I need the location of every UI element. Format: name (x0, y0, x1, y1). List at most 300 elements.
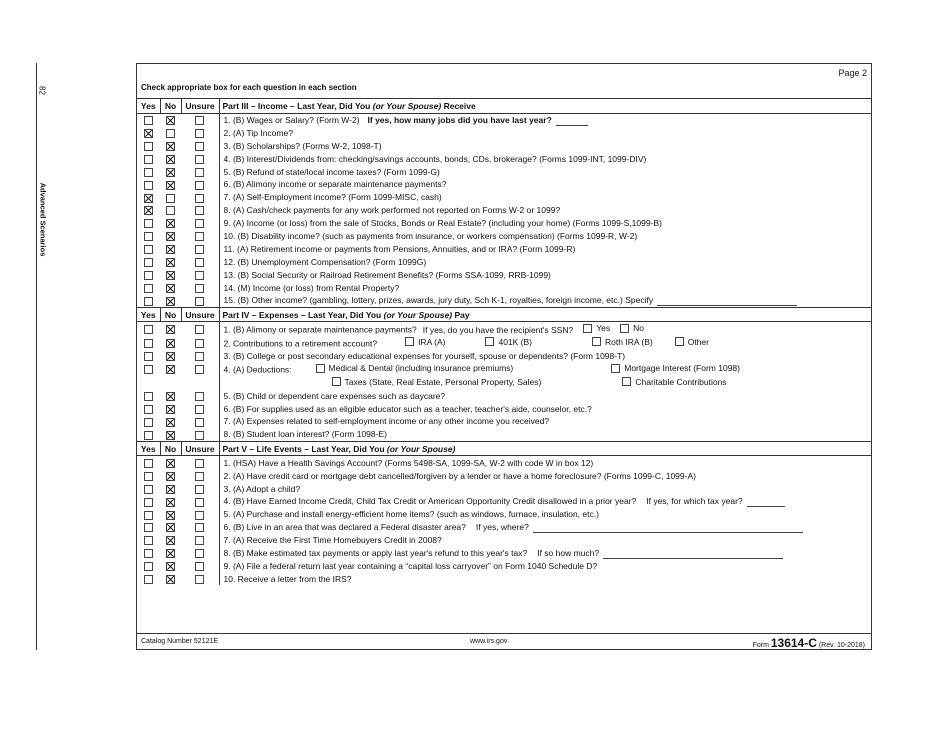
question-label: 2. (A) Tip Income? (223, 127, 293, 138)
question-label: 4. (B) Interest/Dividends from: checking/savings accounts, bonds, CDs, brokerage? (Forms 1099-INT, 1099-DIV) (223, 153, 647, 164)
answer-cell-no (160, 336, 181, 350)
question-label: 12. (B) Unemployment Compensation? (Form 1099G) (223, 256, 427, 267)
question-row (137, 402, 871, 415)
answer-cell-yes (137, 294, 160, 307)
yes-checkbox[interactable] (144, 297, 153, 306)
question-row (137, 294, 871, 307)
answer-cell-unsure (181, 389, 219, 402)
answer-cell-no (160, 508, 181, 521)
no-checkbox[interactable] (166, 168, 175, 177)
retirement-option-checkbox[interactable] (675, 337, 684, 346)
deduction-checkbox[interactable] (332, 377, 341, 386)
question-text (219, 178, 871, 191)
answer-cell-yes (137, 362, 160, 376)
column-header-yes: Yes (137, 99, 160, 114)
no-checkbox[interactable] (166, 206, 175, 215)
question-row (137, 255, 871, 268)
answer-cell-unsure (181, 204, 219, 217)
option-label: IRA (A) (418, 336, 446, 347)
column-header-no: No (160, 307, 181, 322)
question-text (219, 415, 871, 428)
no-checkbox[interactable] (166, 232, 175, 241)
question-text (219, 242, 871, 255)
answer-cell-yes (137, 389, 160, 402)
question-text (219, 559, 871, 572)
no-checkbox[interactable] (166, 536, 175, 545)
question-text (219, 534, 871, 547)
unsure-checkbox[interactable] (195, 536, 204, 545)
unsure-checkbox[interactable] (195, 549, 204, 558)
answer-cell-no (160, 242, 181, 255)
yes-checkbox[interactable] (144, 498, 153, 507)
answer-cell-no (160, 572, 181, 585)
question-row (137, 456, 871, 469)
answer-cell-yes (137, 204, 160, 217)
unsure-checkbox[interactable] (195, 155, 204, 164)
column-header-no: No (160, 441, 181, 456)
answer-cell-no (160, 126, 181, 139)
answer-cell-yes (137, 415, 160, 428)
answer-cell-no (160, 217, 181, 230)
answer-cell-no (160, 456, 181, 469)
option-label: Taxes (State, Real Estate, Personal Property, Sales) (344, 376, 542, 387)
question-text (219, 521, 871, 534)
option-label: 401K (B) (498, 336, 533, 347)
no-checkbox[interactable] (166, 549, 175, 558)
question-label: 7. (A) Self-Employment income? (Form 1099-MISC, cash) (223, 192, 442, 203)
unsure-checkbox[interactable] (195, 511, 204, 520)
section-title-italic: (or Your Spouse) (372, 100, 442, 111)
answer-cell-unsure (181, 178, 219, 191)
yes-checkbox[interactable] (144, 431, 153, 440)
answer-cell-yes (137, 349, 160, 362)
ssn-no-option[interactable] (620, 322, 644, 334)
form-prefix: Form (752, 642, 771, 649)
question-followup: If yes, where? (475, 522, 529, 533)
question-label: 3. (B) College or post secondary educational expenses for yourself, spouse or dependents? (Form 1098-T) (223, 350, 626, 361)
answer-cell-unsure (181, 456, 219, 469)
yes-checkbox[interactable] (144, 155, 153, 164)
answer-cell-unsure (181, 139, 219, 152)
yes-checkbox[interactable] (144, 116, 153, 125)
unsure-checkbox[interactable] (195, 562, 204, 571)
question-row (137, 178, 871, 191)
answer-cell-yes (137, 113, 160, 126)
answer-cell-yes (137, 534, 160, 547)
yes-checkbox[interactable] (144, 459, 153, 468)
no-checkbox[interactable] (166, 339, 175, 348)
yes-checkbox[interactable] (144, 245, 153, 254)
unsure-checkbox[interactable] (195, 181, 204, 190)
answer-cell-unsure (181, 482, 219, 495)
unsure-checkbox[interactable] (195, 168, 204, 177)
no-checkbox[interactable] (166, 498, 175, 507)
yes-checkbox[interactable] (144, 284, 153, 293)
answer-cell-no (160, 178, 181, 191)
question-label: 13. (B) Social Security or Railroad Retirement Benefits? (Forms SSA-1099, RRB-1099) (223, 269, 551, 280)
question-text (219, 508, 871, 521)
no-checkbox[interactable] (166, 365, 175, 374)
unsure-checkbox[interactable] (195, 325, 204, 334)
no-checkbox[interactable] (166, 155, 175, 164)
question-label: 5. (B) Refund of state/local income taxes? (Form 1099-G) (223, 166, 440, 177)
no-checkbox[interactable] (166, 575, 175, 584)
yes-checkbox[interactable] (144, 194, 153, 203)
retirement-option-checkbox[interactable] (592, 337, 601, 346)
yes-checkbox[interactable] (144, 129, 153, 138)
question-row (137, 428, 871, 441)
question-label: 7. (A) Receive the First Time Homebuyers Credit in 2008? (223, 535, 442, 546)
question-label: 7. (A) Expenses related to self-employment income or any other income you received? (223, 416, 550, 427)
yes-checkbox[interactable] (144, 405, 153, 414)
yes-checkbox[interactable] (144, 352, 153, 361)
unsure-checkbox[interactable] (195, 232, 204, 241)
unsure-checkbox[interactable] (195, 339, 204, 348)
unsure-checkbox[interactable] (195, 258, 204, 267)
retirement-option[interactable] (592, 336, 653, 348)
column-header-unsure: Unsure (181, 99, 219, 114)
no-checkbox[interactable] (166, 459, 175, 468)
yes-checkbox[interactable] (144, 485, 153, 494)
answer-cell-yes (137, 178, 160, 191)
answer-cell-no (160, 547, 181, 560)
answer-cell-yes (137, 242, 160, 255)
no-checkbox[interactable] (166, 418, 175, 427)
answer-cell-no (160, 113, 181, 126)
no-checkbox[interactable] (166, 472, 175, 481)
yes-checkbox[interactable] (144, 206, 153, 215)
retirement-option-checkbox[interactable] (405, 337, 414, 346)
no-checkbox[interactable] (166, 562, 175, 571)
question-row (137, 126, 871, 139)
question-followup: If yes, do you have the recipient's SSN? (422, 324, 574, 335)
answer-cell-no (160, 495, 181, 508)
answer-cell-yes (137, 268, 160, 281)
unsure-checkbox[interactable] (195, 498, 204, 507)
yes-checkbox[interactable] (144, 339, 153, 348)
deduction-option[interactable] (316, 362, 514, 374)
unsure-checkbox[interactable] (195, 245, 204, 254)
answer-cell-unsure (181, 559, 219, 572)
question-row (137, 152, 871, 165)
yes-checkbox[interactable] (144, 536, 153, 545)
ssn-yes-checkbox[interactable] (583, 324, 592, 333)
answer-cell-no (160, 165, 181, 178)
retirement-option[interactable] (675, 336, 709, 348)
answer-cell-no (160, 268, 181, 281)
deduction-checkbox[interactable] (611, 364, 620, 373)
yes-checkbox[interactable] (144, 392, 153, 401)
footer (137, 633, 871, 649)
answer-cell-unsure (181, 113, 219, 126)
answer-cell-yes (137, 572, 160, 585)
question-row (137, 113, 871, 126)
unsure-checkbox[interactable] (195, 485, 204, 494)
answer-blank[interactable] (603, 549, 783, 559)
form-number-value: 13614-C (770, 636, 817, 650)
unsure-checkbox[interactable] (195, 405, 204, 414)
section-header (137, 441, 871, 456)
question-label: 4. (A) Deductions: (223, 364, 292, 375)
question-label: 9. (A) Income (or loss) from the sale of Stocks, Bonds or Real Estate? (including your home) (Forms 1099-S,1099-B) (223, 218, 662, 229)
question-followup: If so how much? (537, 547, 600, 558)
answer-cell-no (160, 534, 181, 547)
question-text (219, 281, 871, 294)
yes-checkbox[interactable] (144, 325, 153, 334)
yes-checkbox[interactable] (144, 168, 153, 177)
retirement-option-checkbox[interactable] (485, 337, 494, 346)
form-revision: (Rev. 10-2018) (816, 642, 865, 649)
retirement-option[interactable] (405, 336, 445, 348)
option-label: Mortgage Interest (Form 1098) (624, 363, 740, 374)
no-checkbox[interactable] (166, 129, 175, 138)
answer-cell-no (160, 415, 181, 428)
unsure-checkbox[interactable] (195, 472, 204, 481)
unsure-checkbox[interactable] (195, 284, 204, 293)
yes-checkbox[interactable] (144, 472, 153, 481)
yes-checkbox[interactable] (144, 562, 153, 571)
no-checkbox[interactable] (166, 297, 175, 306)
answer-cell-no (160, 482, 181, 495)
answer-cell-yes (137, 495, 160, 508)
answer-cell-yes (137, 217, 160, 230)
question-label: 6. (B) Live in an area that was declared a Federal disaster area? (223, 522, 466, 533)
answer-cell-unsure (181, 572, 219, 585)
answer-cell-yes (137, 469, 160, 482)
question-text (219, 139, 871, 152)
yes-checkbox[interactable] (144, 271, 153, 280)
unsure-checkbox[interactable] (195, 352, 204, 361)
answer-cell-unsure (181, 191, 219, 204)
no-checkbox[interactable] (166, 352, 175, 361)
column-header-yes: Yes (137, 307, 160, 322)
question-row (137, 230, 871, 243)
unsure-checkbox[interactable] (195, 142, 204, 151)
unsure-checkbox[interactable] (195, 271, 204, 280)
answer-cell-unsure (181, 242, 219, 255)
unsure-checkbox[interactable] (195, 392, 204, 401)
sidebar-rule (36, 63, 37, 650)
unsure-checkbox[interactable] (195, 459, 204, 468)
yes-checkbox[interactable] (144, 365, 153, 374)
answer-cell-no (160, 281, 181, 294)
question-label: 4. (B) Have Earned Income Credit, Child Tax Credit or American Opportunity Credit disallowed in a prior year? (223, 496, 637, 507)
answer-cell-no (160, 322, 181, 336)
no-checkbox[interactable] (166, 142, 175, 151)
question-row (137, 534, 871, 547)
section-title-suffix: Receive (441, 100, 476, 111)
question-followup: If yes, for which tax year? (646, 496, 743, 507)
question-text (219, 294, 871, 307)
question-text (219, 113, 871, 126)
answer-cell-unsure (181, 126, 219, 139)
unsure-checkbox[interactable] (195, 206, 204, 215)
answer-cell-yes (137, 255, 160, 268)
question-row (137, 349, 871, 362)
question-text (219, 204, 871, 217)
deduction-option[interactable] (332, 376, 542, 388)
sidebar-title: Advanced Scenarios (38, 182, 48, 257)
yes-checkbox[interactable] (144, 549, 153, 558)
answer-cell-unsure (181, 428, 219, 441)
answer-cell-unsure (181, 376, 219, 390)
answer-cell-no (160, 152, 181, 165)
answer-cell-unsure (181, 336, 219, 350)
section-header (137, 99, 871, 114)
question-row (137, 469, 871, 482)
unsure-checkbox[interactable] (195, 194, 204, 203)
answer-cell-no (160, 139, 181, 152)
question-label: 14. (M) Income (or loss) from Rental Property? (223, 282, 400, 293)
answer-cell-unsure (181, 469, 219, 482)
yes-checkbox[interactable] (144, 232, 153, 241)
no-checkbox[interactable] (166, 392, 175, 401)
answer-cell-unsure (181, 294, 219, 307)
column-header-unsure: Unsure (181, 441, 219, 456)
section-title-text: Part III – Income – Last Year, Did You (222, 100, 373, 111)
answer-cell-no (160, 204, 181, 217)
unsure-checkbox[interactable] (195, 418, 204, 427)
question-row (137, 559, 871, 572)
no-checkbox[interactable] (166, 245, 175, 254)
question-row (137, 389, 871, 402)
answer-cell-no (160, 294, 181, 307)
answer-cell-yes (137, 508, 160, 521)
option-label: Other (687, 336, 709, 347)
other-income-blank[interactable] (657, 296, 797, 306)
answer-cell-yes (137, 322, 160, 336)
deduction-option[interactable] (622, 376, 726, 388)
no-checkbox[interactable] (166, 194, 175, 203)
answer-cell-no (160, 376, 181, 390)
unsure-checkbox[interactable] (195, 116, 204, 125)
question-label: 3. (A) Adopt a child? (223, 483, 301, 494)
no-checkbox[interactable] (166, 431, 175, 440)
section-title (219, 307, 871, 322)
column-header-unsure: Unsure (181, 307, 219, 322)
unsure-checkbox[interactable] (195, 297, 204, 306)
section-title-italic: (or Your Spouse) (383, 309, 453, 320)
question-label: 2. (A) Have credit card or mortgage debt cancelled/forgiven by a lender or have a home foreclosure? (Forms 1099-C, 1099-A) (223, 470, 696, 481)
question-row (137, 572, 871, 585)
answer-cell-unsure (181, 255, 219, 268)
no-checkbox[interactable] (166, 219, 175, 228)
unsure-checkbox[interactable] (195, 129, 204, 138)
answer-cell-unsure (181, 547, 219, 560)
question-text (219, 376, 871, 390)
question-label: 6. (B) Alimony income or separate maintenance payments? (223, 179, 447, 190)
answer-blank[interactable] (533, 523, 803, 533)
answer-cell-unsure (181, 362, 219, 376)
form-number (753, 636, 865, 650)
answer-cell-unsure (181, 521, 219, 534)
deduction-checkbox[interactable] (622, 377, 631, 386)
no-checkbox[interactable] (166, 258, 175, 267)
question-text (219, 191, 871, 204)
answer-cell-unsure (181, 217, 219, 230)
question-label: 11. (A) Retirement income or payments from Pensions, Annuities, and or IRA? (Form 1099-R) (223, 243, 576, 254)
question-row (137, 242, 871, 255)
section-title (219, 99, 871, 114)
question-label: 10. (B) Disability income? (such as payments from insurance, or workers compensation) (Forms 1099-R, W-2) (223, 230, 638, 241)
no-checkbox[interactable] (166, 181, 175, 190)
ssn-yes-option[interactable] (583, 322, 610, 334)
ssn-no-checkbox[interactable] (620, 324, 629, 333)
yes-checkbox[interactable] (144, 523, 153, 532)
question-text (219, 230, 871, 243)
question-row (137, 521, 871, 534)
no-checkbox[interactable] (166, 523, 175, 532)
question-text (219, 349, 871, 362)
question-text (219, 456, 871, 469)
no-checkbox[interactable] (166, 485, 175, 494)
answer-blank[interactable] (747, 497, 785, 507)
question-row (137, 217, 871, 230)
yes-checkbox[interactable] (144, 219, 153, 228)
no-checkbox[interactable] (166, 325, 175, 334)
question-text (219, 165, 871, 178)
question-row (137, 336, 871, 350)
yes-checkbox[interactable] (144, 142, 153, 151)
question-row (137, 139, 871, 152)
question-label: 8. (A) Cash/check payments for any work performed not reported on Forms W-2 or 1099? (223, 205, 561, 216)
website: www.irs.gov (470, 638, 508, 645)
unsure-checkbox[interactable] (195, 575, 204, 584)
retirement-option[interactable] (485, 336, 532, 348)
question-label: 5. (B) Child or dependent care expenses such as daycare? (223, 390, 446, 401)
yes-checkbox[interactable] (144, 418, 153, 427)
answer-cell-no (160, 389, 181, 402)
option-label: Medical & Dental (including insurance premiums) (328, 363, 514, 374)
no-checkbox[interactable] (166, 271, 175, 280)
unsure-checkbox[interactable] (195, 523, 204, 532)
column-header-yes: Yes (137, 441, 160, 456)
no-checkbox[interactable] (166, 511, 175, 520)
answer-cell-yes (137, 559, 160, 572)
question-label: 8. (B) Make estimated tax payments or apply last year's refund to this year's tax? (223, 547, 528, 558)
answer-cell-yes (137, 152, 160, 165)
answer-cell-yes (137, 165, 160, 178)
unsure-checkbox[interactable] (195, 431, 204, 440)
deduction-checkbox[interactable] (316, 364, 325, 373)
answer-cell-yes (137, 456, 160, 469)
jobs-count-blank[interactable] (556, 116, 588, 126)
yes-checkbox[interactable] (144, 575, 153, 584)
question-label: 2. Contributions to a retirement account? (223, 338, 378, 349)
no-checkbox[interactable] (166, 405, 175, 414)
answer-cell-unsure (181, 534, 219, 547)
answer-cell-no (160, 469, 181, 482)
yes-checkbox[interactable] (144, 511, 153, 520)
catalog-number: Catalog Number 52121E (141, 638, 219, 645)
answer-cell-unsure (181, 322, 219, 336)
section-title-italic: (or Your Spouse) (386, 443, 456, 454)
no-checkbox[interactable] (166, 284, 175, 293)
yes-checkbox[interactable] (144, 181, 153, 190)
question-label: 15. (B) Other income? (gambling, lottery, prizes, awards, jury duty, Sch K-1, royalties, foreign income, etc.) Specify (223, 295, 654, 306)
question-row (137, 508, 871, 521)
question-text (219, 572, 871, 585)
unsure-checkbox[interactable] (195, 365, 204, 374)
unsure-checkbox[interactable] (195, 219, 204, 228)
yes-checkbox[interactable] (144, 258, 153, 267)
question-label: 9. (A) File a federal return last year containing a “capital loss carryover” on Form 1040 Schedule D? (223, 560, 598, 571)
answer-cell-yes (137, 376, 160, 390)
no-checkbox[interactable] (166, 116, 175, 125)
question-text (219, 495, 871, 508)
question-text (219, 336, 871, 350)
deduction-option[interactable] (611, 362, 740, 374)
